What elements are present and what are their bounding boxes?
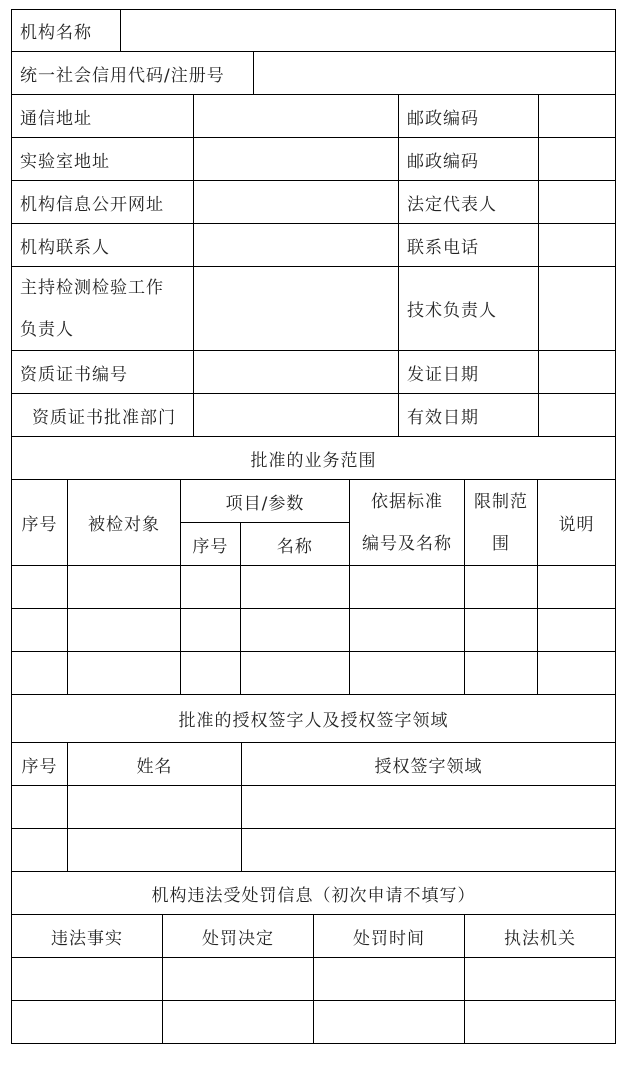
label-org-name: 机构名称 [12,10,121,51]
scope-col-limit-line2: 围 [492,533,510,554]
violations-cell-decision[interactable] [163,958,314,1000]
scope-title: 批准的业务范围 [250,450,377,471]
field-postcode-1[interactable] [539,95,615,137]
label-host-line2: 负责人 [20,319,74,340]
label-valid-date: 有效日期 [399,394,539,436]
scope-row [11,609,616,652]
field-approver[interactable] [194,394,399,436]
scope-cell-sub-name[interactable] [241,652,350,694]
violations-col-authority: 执法机关 [504,928,576,949]
label-lab-address: 实验室地址 [12,138,194,180]
signers-cell-no[interactable] [12,786,68,828]
label-issue-date: 发证日期 [399,351,539,393]
violations-cell-time[interactable] [314,1001,465,1043]
scope-cell-limit[interactable] [465,566,538,608]
label-mail-address: 通信地址 [12,95,194,137]
scope-cell-sub-name[interactable] [241,566,350,608]
row-org-name [11,9,616,52]
field-credit-code[interactable] [254,52,615,94]
signers-row [11,829,616,872]
scope-cell-limit[interactable] [465,652,538,694]
violations-row [11,958,616,1001]
row-cert-no [11,351,616,394]
row-website [11,181,616,224]
signers-cell-name[interactable] [68,829,242,871]
violations-col-fact: 违法事实 [12,915,163,957]
scope-row [11,566,616,609]
violations-cell-fact[interactable] [12,958,163,1000]
signers-cell-field[interactable] [242,786,615,828]
violations-col-decision: 处罚决定 [163,915,314,957]
field-issue-date[interactable] [539,351,615,393]
scope-col-item-param [181,480,350,565]
scope-header [11,480,616,566]
scope-col-no: 序号 [12,480,68,565]
signers-col-no: 序号 [12,743,68,785]
violations-header [11,915,616,958]
scope-cell-limit[interactable] [465,609,538,651]
label-host-line1: 主持检测检验工作 [20,277,164,298]
row-lab-address [11,138,616,181]
scope-cell-sub-no[interactable] [181,609,241,651]
signers-header [11,743,616,786]
field-host[interactable] [194,267,399,350]
row-host [11,267,616,351]
field-valid-date[interactable] [539,394,615,436]
scope-cell-sub-name[interactable] [241,609,350,651]
row-contact [11,224,616,267]
label-host [12,267,194,350]
signers-cell-no[interactable] [12,829,68,871]
qualification-form [11,9,616,1044]
row-approver [11,394,616,437]
signers-cell-name[interactable] [68,786,242,828]
label-postcode-2: 邮政编码 [399,138,539,180]
field-mail-address[interactable] [194,95,399,137]
scope-col-sub-no: 序号 [181,523,241,565]
violations-cell-decision[interactable] [163,1001,314,1043]
violations-cell-time[interactable] [314,958,465,1000]
field-org-name[interactable] [121,10,615,51]
scope-col-standard-line1: 依据标准 [371,491,443,512]
violations-cell-fact[interactable] [12,1001,163,1043]
signers-cell-field[interactable] [242,829,615,871]
scope-cell-note[interactable] [538,652,615,694]
scope-cell-no[interactable] [12,609,68,651]
label-cert-no: 资质证书编号 [12,351,194,393]
violations-cell-authority[interactable] [465,958,615,1000]
violations-row [11,1001,616,1044]
scope-col-item-param-title: 项目/参数 [181,480,349,523]
scope-cell-sub-no[interactable] [181,566,241,608]
violations-cell-authority[interactable] [465,1001,615,1043]
row-mail-address [11,95,616,138]
field-contact[interactable] [194,224,399,266]
field-legal-rep[interactable] [539,181,615,223]
label-legal-rep: 法定代表人 [399,181,539,223]
scope-row [11,652,616,695]
violations-title: 机构违法受处罚信息（初次申请不填写） [151,885,476,906]
label-postcode-1: 邮政编码 [399,95,539,137]
label-contact: 机构联系人 [12,224,194,266]
scope-cell-standard[interactable] [350,609,465,651]
scope-cell-sub-no[interactable] [181,652,241,694]
label-tech-lead: 技术负责人 [399,267,539,350]
scope-col-sub-name: 名称 [276,536,313,557]
signers-title-row [11,695,616,743]
signers-row [11,786,616,829]
label-website: 机构信息公开网址 [12,181,194,223]
scope-col-standard-line2: 编号及名称 [362,533,452,554]
scope-cell-standard[interactable] [350,652,465,694]
label-phone: 联系电话 [399,224,539,266]
scope-col-limit-line1: 限制范 [474,491,528,512]
scope-col-object: 被检对象 [68,480,181,565]
field-lab-address[interactable] [194,138,399,180]
label-approver: 资质证书批准部门 [12,394,194,436]
field-cert-no[interactable] [194,351,399,393]
scope-cell-object[interactable] [68,609,181,651]
scope-cell-note[interactable] [538,609,615,651]
scope-cell-object[interactable] [68,652,181,694]
scope-cell-note[interactable] [538,566,615,608]
signers-col-name: 姓名 [68,743,242,785]
label-credit-code: 统一社会信用代码/注册号 [12,52,254,94]
scope-title-row [11,437,616,480]
field-tech-lead[interactable] [539,267,615,350]
field-phone[interactable] [539,224,615,266]
violations-col-time: 处罚时间 [314,915,465,957]
scope-col-standard [350,480,465,565]
signers-col-field: 授权签字领域 [374,756,483,777]
field-website[interactable] [194,181,399,223]
field-postcode-2[interactable] [539,138,615,180]
scope-cell-no[interactable] [12,652,68,694]
scope-cell-standard[interactable] [350,566,465,608]
violations-title-row [11,872,616,915]
scope-cell-no[interactable] [12,566,68,608]
scope-col-note: 说明 [558,515,595,535]
row-credit-code [11,52,616,95]
scope-col-limit [465,480,538,565]
scope-cell-object[interactable] [68,566,181,608]
signers-title: 批准的授权签字人及授权签字领域 [178,711,449,731]
